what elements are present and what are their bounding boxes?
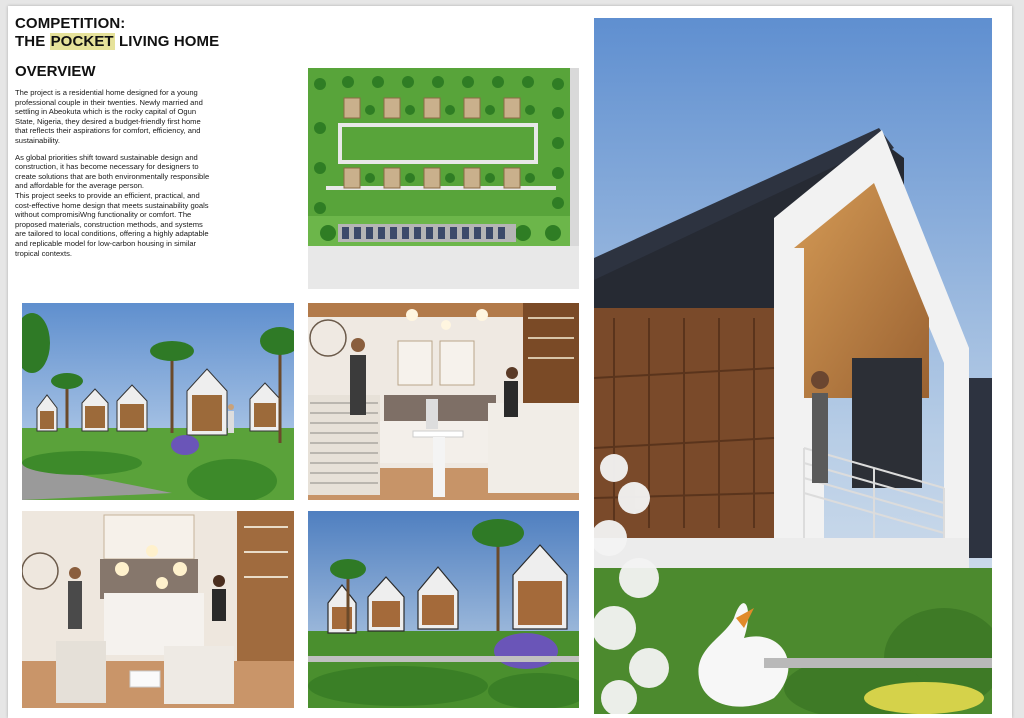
title-highlight: POCKET — [50, 33, 114, 50]
title-prefix: THE — [15, 33, 50, 50]
presentation-sheet — [8, 6, 1012, 718]
title-line-2 — [15, 33, 219, 51]
page-title — [15, 15, 219, 51]
title-line-1: COMPETITION: — [15, 15, 126, 32]
street-view-render — [22, 303, 294, 500]
overview-heading: OVERVIEW — [15, 63, 96, 80]
exterior-row-render — [308, 511, 579, 708]
site-plan-image — [308, 68, 579, 289]
overview-paragraph-3: This project seeks to provide an efficient, practical, and cost-effective home design that meets sustainability goals without compromisiWng functionality or comfort. The proposed materials, construction methods, and systems are tailored to local conditions, offering a highly adaptable and replicable model for low-carbon housing in similar tropical contexts. — [15, 190, 209, 258]
living-room-render — [308, 303, 579, 500]
main-perspective-render — [594, 18, 992, 714]
overview-text — [15, 88, 215, 265]
overview-paragraph-1: The project is a residential home designed for a young professional couple in their twenties. Newly married and settling in Abeokuta which is the rocky capital of Ogun State, Nigeria, they desired a budget-friendly first home that reflects their aspirations for comfort, efficiency, and sustainability. — [15, 88, 203, 145]
title-suffix: LIVING HOME — [114, 33, 220, 50]
overview-paragraph-2: As global priorities shift toward sustainable design and construction, it has become necessary for designers to create solutions that are both environmentally responsible and affordable for the average person. — [15, 152, 210, 191]
bedroom-render — [22, 511, 294, 708]
